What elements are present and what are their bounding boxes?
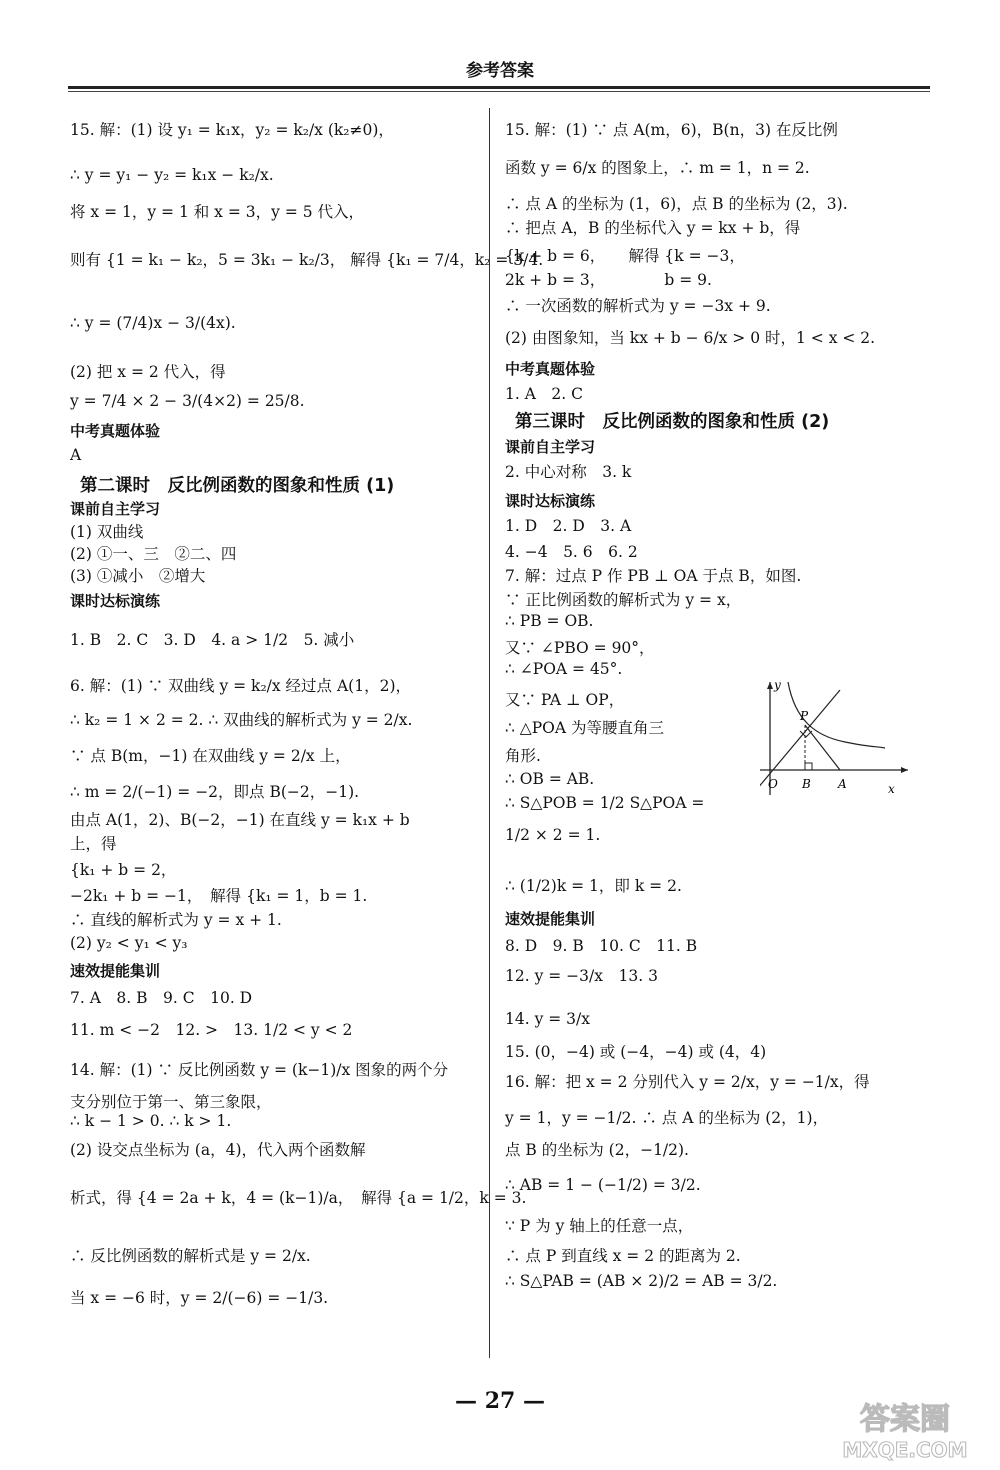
answer-line: 又∵ ∠PBO = 90°，: [505, 639, 655, 657]
column-divider: [489, 108, 490, 1358]
subsection-heading: 课时达标演练: [505, 492, 596, 510]
subsection-heading: 中考真题体验: [70, 422, 161, 440]
svg-text:MXQE.COM: MXQE.COM: [842, 1438, 968, 1462]
answer-line: ∴ S△PAB = (AB × 2)/2 = AB = 3/2.: [505, 1272, 778, 1290]
answer-line: 1/2 × 2 = 1.: [505, 826, 601, 844]
answer-line: (2) ①一、三 ②二、四: [70, 545, 237, 563]
answer-line: ∴ PB = OB.: [505, 612, 594, 630]
answer-line: ∴ y = (7/4)x − 3/(4x).: [70, 314, 236, 332]
answer-line: 1. D 2. D 3. A: [505, 517, 632, 535]
label-x: x: [888, 782, 895, 795]
answer-line: 2k + b = 3， b = 9.: [505, 271, 712, 289]
section-heading: 第二课时 反比例函数的图象和性质 (1): [80, 476, 395, 496]
geometry-figure: [760, 680, 910, 795]
answer-line: 上，得: [70, 835, 117, 853]
label-a: A: [838, 777, 847, 791]
answer-line: ∴ 反比例函数的解析式是 y = 2/x.: [70, 1247, 311, 1265]
answer-line: 析式，得 {4 = 2a + k，4 = (k−1)/a， 解得 {a = 1/2，k = 3.: [70, 1189, 527, 1207]
answer-line: −2k₁ + b = −1， 解得 {k₁ = 1，b = 1.: [70, 887, 368, 905]
answer-line: ∴ S△POB = 1/2 S△POA =: [505, 794, 705, 812]
svg-text:答案圈: 答案圈: [860, 1402, 950, 1437]
answer-line: 角形.: [505, 747, 541, 765]
label-p: P: [800, 709, 809, 723]
answer-line: 11. m < −2 12. > 13. 1/2 < y < 2: [70, 1021, 353, 1039]
answer-line: 1. A 2. C: [505, 385, 583, 403]
answer-line: (3) ①减小 ②增大: [70, 567, 206, 585]
answer-line: ∴ (1/2)k = 1，即 k = 2.: [505, 877, 682, 895]
answer-line: 支分别位于第一、第三象限，: [70, 1093, 272, 1111]
y-axis-arrow-icon: [767, 682, 773, 689]
answer-line: 7. 解：过点 P 作 PB ⊥ OA 于点 B，如图.: [505, 567, 802, 585]
answer-line: ∴ △POA 为等腰直角三: [505, 719, 664, 737]
answer-line: (2) 由图象知，当 kx + b − 6/x > 0 时，1 < x < 2.: [505, 329, 876, 347]
subsection-heading: 课前自主学习: [70, 500, 161, 518]
answer-line: 7. A 8. B 9. C 10. D: [70, 989, 253, 1007]
page-number: — 27 —: [455, 1388, 545, 1414]
answer-line: ∴ k₂ = 1 × 2 = 2. ∴ 双曲线的解析式为 y = 2/x.: [70, 711, 413, 729]
answer-line: ∵ 正比例函数的解析式为 y = x，: [505, 591, 742, 609]
answer-line: 15. 解：(1) ∵ 点 A(m，6)，B(n，3) 在反比例: [505, 121, 838, 139]
answer-line: 又∵ PA ⊥ OP，: [505, 691, 625, 709]
answer-line: 1. B 2. C 3. D 4. a > 1/2 5. 减小: [70, 631, 355, 649]
subsection-heading: 课时达标演练: [70, 592, 161, 610]
answer-line: 15. (0，−4) 或 (−4，−4) 或 (4，4): [505, 1043, 767, 1061]
answer-line: ∴ m = 2/(−1) = −2，即点 B(−2，−1).: [70, 783, 360, 801]
subsection-heading: 速效提能集训: [70, 962, 161, 980]
answer-line: {k + b = 6， 解得 {k = −3，: [505, 247, 745, 265]
answer-line: ∴ 一次函数的解析式为 y = −3x + 9.: [505, 297, 771, 315]
answer-line: 由点 A(1，2)、B(−2，−1) 在直线 y = k₁x + b: [70, 811, 410, 829]
watermark-logo: [815, 1395, 995, 1465]
answer-line: 将 x = 1，y = 1 和 x = 3，y = 5 代入，: [70, 203, 365, 221]
answer-line: 2. 中心对称 3. k: [505, 463, 632, 481]
answer-line: 16. 解：把 x = 2 分别代入 y = 2/x，y = −1/x，得: [505, 1073, 870, 1091]
answer-line: {k₁ + b = 2，: [70, 861, 177, 879]
answer-line: ∴ 直线的解析式为 y = x + 1.: [70, 911, 282, 929]
answer-line: 则有 {1 = k₁ − k₂，5 = 3k₁ − k₂/3， 解得 {k₁ = 7/4，k₂ = 3/4.: [70, 251, 544, 269]
answer-line: ∴ 把点 A，B 的坐标代入 y = kx + b，得: [505, 219, 801, 237]
subsection-heading: 课前自主学习: [505, 438, 596, 456]
header-rule: [68, 86, 930, 89]
answer-line: ∴ k − 1 > 0. ∴ k > 1.: [70, 1112, 232, 1130]
answer-line: 当 x = −6 时，y = 2/(−6) = −1/3.: [70, 1289, 329, 1307]
answer-line: 6. 解：(1) ∵ 双曲线 y = k₂/x 经过点 A(1，2)，: [70, 677, 411, 695]
answer-line: ∵ 点 B(m，−1) 在双曲线 y = 2/x 上，: [70, 747, 351, 765]
answer-line: 14. y = 3/x: [505, 1010, 591, 1028]
answer-line: 15. 解：(1) 设 y₁ = k₁x，y₂ = k₂/x (k₂≠0)，: [70, 121, 394, 139]
section-heading: 第三课时 反比例函数的图象和性质 (2): [515, 412, 830, 432]
answer-line: ∵ P 为 y 轴上的任意一点，: [505, 1217, 694, 1235]
answer-line: ∴ 点 P 到直线 x = 2 的距离为 2.: [505, 1247, 741, 1265]
answer-line: ∴ 点 A 的坐标为 (1，6)，点 B 的坐标为 (2，3).: [505, 195, 848, 213]
answer-line: (1) 双曲线: [70, 523, 144, 541]
subsection-heading: 速效提能集训: [505, 910, 596, 928]
answer-line: ∴ OB = AB.: [505, 770, 595, 788]
answer-line: 12. y = −3/x 13. 3: [505, 967, 658, 985]
answer-line: (2) 设交点坐标为 (a，4)，代入两个函数解: [70, 1141, 366, 1159]
answer-line: ∴ ∠POA = 45°.: [505, 660, 623, 678]
answer-line: 14. 解：(1) ∵ 反比例函数 y = (k−1)/x 图象的两个分: [70, 1061, 449, 1079]
answer-line: 8. D 9. B 10. C 11. B: [505, 937, 698, 955]
answer-line: ∴ y = y₁ − y₂ = k₁x − k₂/x.: [70, 166, 274, 184]
subsection-heading: 中考真题体验: [505, 360, 596, 378]
label-y: y: [774, 680, 781, 692]
right-angle-b: [805, 763, 812, 770]
header-rule-thin: [68, 91, 930, 92]
answer-line: (2) y₂ < y₁ < y₃: [70, 934, 188, 952]
answer-line: 函数 y = 6/x 的图象上，∴ m = 1，n = 2.: [505, 159, 810, 177]
answer-line: A: [70, 446, 82, 464]
answer-line: y = 1，y = −1/2. ∴ 点 A 的坐标为 (2，1)，: [505, 1109, 829, 1127]
page-header-title: 参考答案: [466, 61, 534, 81]
x-axis-arrow-icon: [901, 767, 908, 773]
answer-line: (2) 把 x = 2 代入，得: [70, 363, 226, 381]
answer-line: y = 7/4 × 2 − 3/(4×2) = 25/8.: [70, 392, 305, 410]
answer-line: ∴ AB = 1 − (−1/2) = 3/2.: [505, 1176, 701, 1194]
label-b: B: [802, 777, 811, 791]
label-o: O: [768, 777, 778, 791]
answer-line: 点 B 的坐标为 (2，−1/2).: [505, 1141, 689, 1159]
answer-line: 4. −4 5. 6 6. 2: [505, 543, 638, 561]
